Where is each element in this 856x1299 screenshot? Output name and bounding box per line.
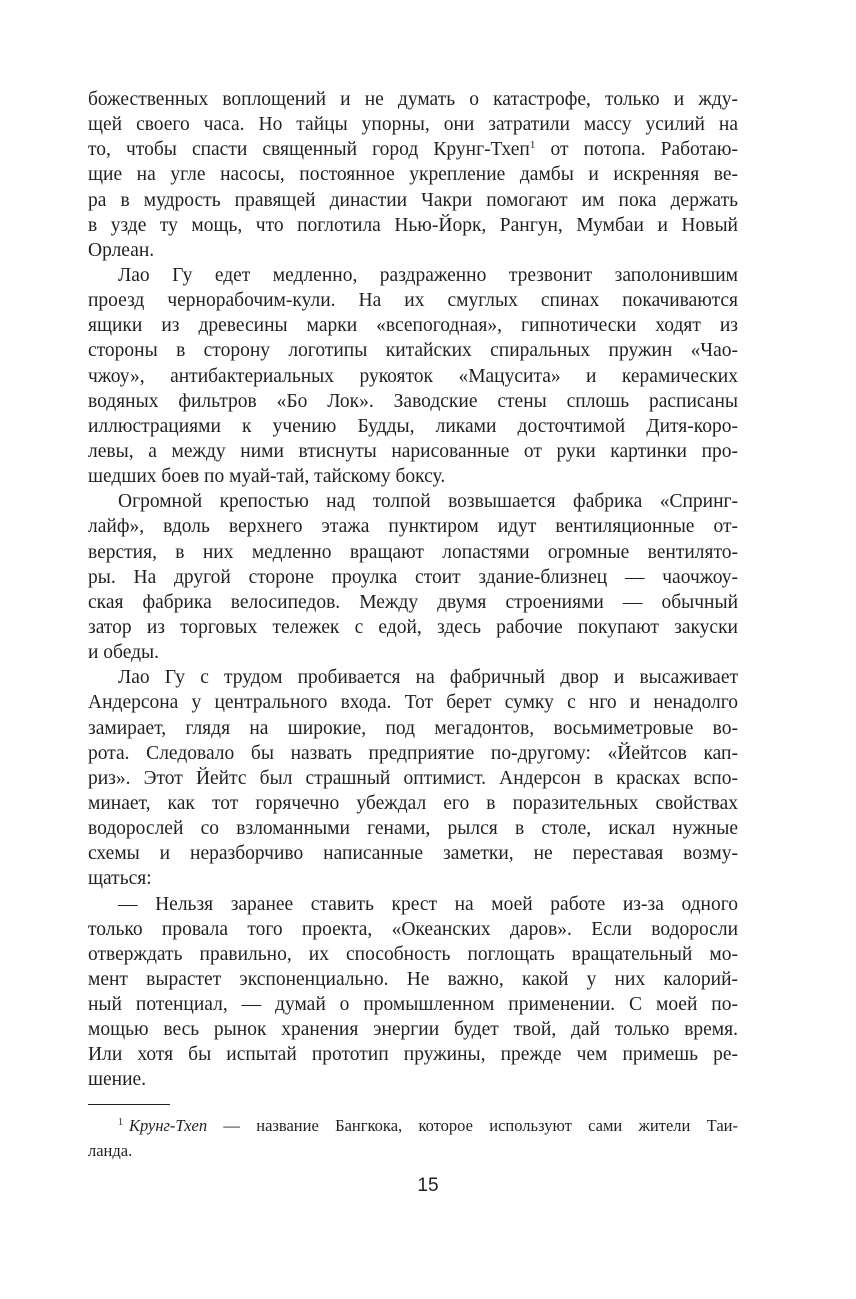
text-line: ящики из древесины марки «всепогодная», гипнотически ходят из	[88, 315, 738, 337]
text-line: замирает, глядя на широкие, под мегадонтов, восьмиметровые во-	[88, 717, 738, 739]
text-line: Андерсона у центрального входа. Тот берет сумку с нго и ненадолго	[88, 692, 738, 714]
text-line: иллюстрациями к учению Будды, ликами досточтимой Дитя-коро-	[88, 415, 738, 437]
text-line: щей своего часа. Но тайцы упорны, они затратили массу усилий на	[88, 114, 738, 136]
text-line: щаться:	[88, 868, 152, 890]
text-line: минает, как тот горячечно убеждал его в поразительных свойствах	[88, 792, 738, 814]
footnote-reference[interactable]: 1	[529, 139, 536, 152]
text-line: ская фабрика велосипедов. Между двумя строениями — обычный	[88, 591, 738, 613]
footnote-line: ланда.	[88, 1141, 133, 1160]
text-segment: от потопа. Работаю-	[535, 139, 738, 161]
footnote-term: Крунг-Тхеп	[129, 1116, 208, 1135]
text-line: только провала того проекта, «Океанских даров». Если водоросли	[88, 918, 738, 940]
paragraph	[88, 489, 738, 665]
text-line: ный потенциал, — думай о промышленном применении. С моей по-	[88, 994, 738, 1016]
text-line: схемы и неразборчиво написанные заметки, не переставая возму-	[88, 843, 738, 865]
text-line: ра в мудрость правящей династии Чакри помогают им пока держать	[88, 189, 738, 211]
text-line: мент вырастет экспоненциально. Не важно, какой у них калорий-	[88, 968, 738, 990]
text-line: — Нельзя заранее ставить крест на моей работе из-за одного	[118, 893, 738, 915]
footnote-divider	[88, 1104, 170, 1105]
text-line	[88, 137, 738, 162]
paragraph	[88, 892, 738, 1093]
text-line: божественных воплощений и не думать о катастрофе, только и жду-	[88, 89, 738, 110]
text-line: стороны в сторону логотипы китайских спиральных пружин «Чао-	[88, 340, 738, 362]
text-line: Огромной крепостью над толпой возвышается фабрика «Спринг-	[118, 491, 738, 513]
text-line: Или хотя бы испытай прототип пружины, прежде чем примешь ре-	[88, 1044, 738, 1066]
text-line: рота. Следовало бы назвать предприятие по-другому: «Йейтсов кап-	[88, 742, 738, 764]
paragraph	[88, 263, 738, 489]
text-line: верстия, в них медленно вращают лопастями огромные вентилято-	[88, 541, 738, 563]
footnote-text: — название Бангкока, которое используют сами жители Таи-	[207, 1116, 738, 1135]
footnote	[88, 1113, 738, 1163]
text-line: Лао Гу едет медленно, раздраженно трезвонит заполонившим	[118, 264, 738, 286]
text-line: чжоу», антибактериальных рукояток «Мацусита» и керамических	[88, 365, 738, 387]
footnote-marker: 1	[118, 1117, 123, 1128]
text-segment: то, чтобы спасти священный город Крунг-Тхеп	[88, 139, 530, 161]
paragraph	[88, 665, 738, 891]
text-line: и обеды.	[88, 642, 160, 664]
body-text	[88, 87, 738, 1093]
text-line: риз». Этот Йейтс был страшный оптимист. Андерсон в красках вспо-	[88, 767, 738, 789]
text-line: лайф», вдоль верхнего этажа пунктиром идут вентиляционные от-	[88, 516, 738, 538]
text-line: водорослей со взломанными генами, рылся в столе, искал нужные	[88, 818, 738, 840]
text-line: Орлеан.	[88, 239, 155, 261]
text-line: в узде ту мощь, что поглотила Нью-Йорк, Рангун, Мумбаи и Новый	[88, 214, 738, 236]
text-line: шение.	[88, 1069, 147, 1091]
text-line: щие на угле насосы, постоянное укрепление дамбы и искренняя ве-	[88, 164, 738, 186]
text-line: Лао Гу с трудом пробивается на фабричный двор и высаживает	[118, 667, 738, 689]
text-line: водяных фильтров «Бо Лок». Заводские стены сплошь расписаны	[88, 390, 738, 412]
text-line: отверждать правильно, их способность поглощать вращательный мо-	[88, 943, 738, 965]
text-line: левы, а между ними втиснуты нарисованные от руки картинки про-	[88, 440, 738, 462]
page-number: 15	[417, 1175, 439, 1196]
text-line: шедших боев по муай-тай, тайскому боксу.	[88, 466, 446, 488]
paragraph	[88, 87, 738, 263]
text-line: затор из торговых тележек с едой, здесь рабочие покупают закуски	[88, 616, 738, 638]
text-line: проезд чернорабочим-кули. На их смуглых спинах покачиваются	[88, 290, 738, 312]
text-line: мощью весь рынок хранения энергии будет твой, дай только время.	[88, 1019, 738, 1041]
text-line: ры. На другой стороне проулка стоит здание-близнец — чаочжоу-	[88, 566, 738, 588]
footnote-line	[88, 1113, 738, 1138]
